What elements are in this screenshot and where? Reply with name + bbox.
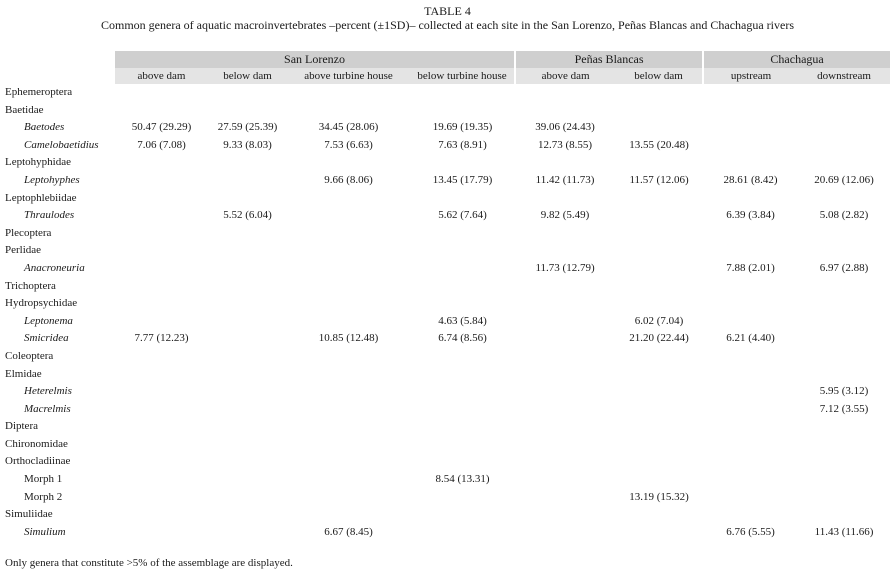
value-cell bbox=[410, 154, 515, 172]
value-cell bbox=[410, 366, 515, 384]
value-cell bbox=[615, 524, 703, 542]
value-cell: 6.76 (5.55) bbox=[726, 525, 775, 538]
column-header: above dam bbox=[515, 68, 615, 84]
table-row bbox=[5, 225, 890, 243]
table-caption: Common genera of aquatic macroinvertebrates –percent (±1SD)– collected at each site in the San Lorenzo, Peñas Blancas and Chachagua rivers bbox=[101, 18, 794, 32]
value-cell bbox=[287, 471, 410, 489]
value-cell bbox=[703, 383, 798, 401]
value-cell bbox=[615, 260, 703, 278]
value-cell bbox=[615, 207, 703, 225]
value-cell bbox=[615, 453, 703, 471]
row-label: Elmidae bbox=[5, 367, 42, 380]
value-cell bbox=[615, 366, 703, 384]
table-row bbox=[5, 489, 890, 507]
value-cell bbox=[115, 401, 208, 419]
table-row bbox=[5, 348, 890, 366]
table-row bbox=[5, 383, 890, 401]
value-cell bbox=[208, 102, 287, 120]
value-cell bbox=[287, 190, 410, 208]
value-cell bbox=[615, 348, 703, 366]
row-label: Baetidae bbox=[5, 103, 44, 116]
value-cell bbox=[798, 154, 890, 172]
value-cell bbox=[703, 453, 798, 471]
row-label: Leptohyphes bbox=[24, 173, 80, 186]
value-cell bbox=[208, 84, 287, 102]
table-row bbox=[5, 313, 890, 331]
value-cell bbox=[115, 524, 208, 542]
row-label: Thraulodes bbox=[24, 209, 75, 222]
value-cell bbox=[515, 524, 615, 542]
value-cell bbox=[703, 489, 798, 507]
value-cell bbox=[208, 330, 287, 348]
value-cell bbox=[703, 137, 798, 155]
value-cell bbox=[615, 436, 703, 454]
value-cell bbox=[515, 418, 615, 436]
row-label: Heterelmis bbox=[24, 385, 72, 398]
value-cell bbox=[287, 436, 410, 454]
value-cell bbox=[287, 489, 410, 507]
table-row bbox=[5, 260, 890, 278]
value-cell bbox=[208, 154, 287, 172]
value-cell bbox=[115, 453, 208, 471]
value-cell bbox=[798, 418, 890, 436]
value-cell bbox=[515, 154, 615, 172]
value-cell: 12.73 (8.55) bbox=[538, 138, 593, 151]
value-cell bbox=[615, 102, 703, 120]
value-cell bbox=[208, 453, 287, 471]
value-cell bbox=[515, 102, 615, 120]
value-cell bbox=[115, 172, 208, 190]
value-cell bbox=[703, 366, 798, 384]
value-cell bbox=[703, 119, 798, 137]
value-cell: 5.08 (2.82) bbox=[819, 209, 869, 222]
value-cell bbox=[115, 471, 208, 489]
row-label: Simuliidae bbox=[5, 508, 53, 521]
table-row bbox=[5, 453, 890, 471]
value-cell bbox=[115, 242, 208, 260]
value-cell bbox=[515, 242, 615, 260]
table-row bbox=[5, 84, 890, 102]
table-row bbox=[5, 278, 890, 296]
value-cell bbox=[410, 506, 515, 524]
value-cell bbox=[515, 366, 615, 384]
value-cell bbox=[115, 207, 208, 225]
value-cell bbox=[615, 401, 703, 419]
value-cell bbox=[798, 242, 890, 260]
empty-header-cell bbox=[5, 51, 115, 68]
value-cell bbox=[115, 102, 208, 120]
value-cell bbox=[703, 418, 798, 436]
value-cell bbox=[703, 242, 798, 260]
value-cell: 8.54 (13.31) bbox=[435, 473, 490, 486]
value-cell bbox=[515, 295, 615, 313]
value-cell bbox=[515, 471, 615, 489]
value-cell bbox=[287, 383, 410, 401]
value-cell bbox=[287, 418, 410, 436]
value-cell: 7.53 (6.63) bbox=[324, 138, 373, 151]
value-cell: 6.39 (3.84) bbox=[726, 209, 775, 222]
value-cell bbox=[287, 154, 410, 172]
value-cell bbox=[798, 436, 890, 454]
value-cell bbox=[287, 453, 410, 471]
value-cell: 11.42 (11.73) bbox=[535, 173, 595, 186]
value-cell: 5.95 (3.12) bbox=[819, 385, 869, 398]
value-cell bbox=[703, 313, 798, 331]
value-cell bbox=[515, 84, 615, 102]
row-label: Morph 1 bbox=[24, 473, 63, 486]
table-row bbox=[5, 102, 890, 120]
value-cell bbox=[208, 366, 287, 384]
value-cell: 21.20 (22.44) bbox=[629, 332, 689, 345]
value-cell bbox=[615, 506, 703, 524]
value-cell bbox=[615, 225, 703, 243]
group-chachagua: Chachagua bbox=[703, 51, 890, 68]
value-cell bbox=[615, 190, 703, 208]
column-header: below dam bbox=[615, 68, 703, 84]
value-cell bbox=[287, 260, 410, 278]
table-row bbox=[5, 436, 890, 454]
value-cell bbox=[515, 506, 615, 524]
value-cell bbox=[115, 506, 208, 524]
value-cell bbox=[615, 383, 703, 401]
value-cell bbox=[410, 418, 515, 436]
table-row bbox=[5, 524, 890, 542]
table-row bbox=[5, 295, 890, 313]
value-cell bbox=[115, 84, 208, 102]
value-cell bbox=[798, 84, 890, 102]
value-cell bbox=[208, 242, 287, 260]
value-cell bbox=[410, 524, 515, 542]
value-cell bbox=[208, 225, 287, 243]
value-cell bbox=[410, 260, 515, 278]
row-label: Ephemeroptera bbox=[5, 86, 73, 98]
value-cell bbox=[703, 190, 798, 208]
value-cell: 5.52 (6.04) bbox=[223, 209, 272, 222]
value-cell bbox=[703, 225, 798, 243]
value-cell bbox=[208, 260, 287, 278]
value-cell bbox=[287, 207, 410, 225]
value-cell bbox=[798, 330, 890, 348]
row-label: Leptophlebiidae bbox=[5, 191, 77, 204]
value-cell bbox=[208, 190, 287, 208]
table-row bbox=[5, 154, 890, 172]
value-cell bbox=[410, 348, 515, 366]
table-row bbox=[5, 207, 890, 225]
value-cell bbox=[287, 366, 410, 384]
table-row bbox=[5, 366, 890, 384]
table-title: TABLE 4 bbox=[424, 4, 471, 18]
value-cell: 34.45 (28.06) bbox=[318, 121, 379, 134]
value-cell: 9.33 (8.03) bbox=[223, 138, 272, 151]
value-cell bbox=[798, 453, 890, 471]
value-cell bbox=[208, 348, 287, 366]
value-cell: 9.82 (5.49) bbox=[540, 209, 590, 222]
value-cell bbox=[410, 383, 515, 401]
value-cell bbox=[410, 190, 515, 208]
value-cell: 13.45 (17.79) bbox=[432, 173, 493, 186]
value-cell bbox=[515, 313, 615, 331]
value-cell bbox=[115, 489, 208, 507]
value-cell bbox=[515, 190, 615, 208]
value-cell: 4.63 (5.84) bbox=[438, 314, 487, 327]
value-cell bbox=[703, 506, 798, 524]
value-cell bbox=[798, 102, 890, 120]
value-cell bbox=[410, 453, 515, 471]
value-cell: 9.66 (8.06) bbox=[324, 173, 373, 186]
row-label: Baetodes bbox=[24, 121, 65, 134]
value-cell: 7.63 (8.91) bbox=[438, 138, 487, 151]
value-cell bbox=[410, 489, 515, 507]
value-cell bbox=[115, 190, 208, 208]
value-cell bbox=[615, 471, 703, 489]
value-cell bbox=[115, 366, 208, 384]
value-cell bbox=[798, 506, 890, 524]
column-header-row bbox=[5, 68, 890, 84]
value-cell: 50.47 (29.29) bbox=[131, 121, 192, 134]
value-cell: 20.69 (12.06) bbox=[814, 173, 874, 186]
value-cell: 7.12 (3.55) bbox=[819, 402, 869, 415]
value-cell bbox=[410, 242, 515, 260]
value-cell bbox=[208, 436, 287, 454]
value-cell bbox=[208, 295, 287, 313]
value-cell bbox=[208, 278, 287, 296]
table-row bbox=[5, 330, 890, 348]
value-cell bbox=[703, 278, 798, 296]
empty-header-cell bbox=[5, 68, 115, 84]
value-cell bbox=[515, 383, 615, 401]
value-cell bbox=[798, 190, 890, 208]
value-cell bbox=[115, 225, 208, 243]
value-cell: 11.43 (11.66) bbox=[814, 525, 874, 538]
value-cell: 5.62 (7.64) bbox=[438, 209, 487, 222]
value-cell bbox=[208, 471, 287, 489]
column-header: downstream bbox=[798, 68, 890, 84]
row-label: Perlidae bbox=[5, 244, 42, 257]
group-penas-blancas: Peñas Blancas bbox=[515, 51, 703, 68]
macroinvertebrate-table bbox=[5, 51, 890, 541]
value-cell bbox=[208, 172, 287, 190]
value-cell bbox=[515, 489, 615, 507]
value-cell bbox=[287, 84, 410, 102]
column-header: above turbine house bbox=[287, 68, 410, 84]
value-cell: 13.55 (20.48) bbox=[629, 138, 689, 151]
row-label: Plecoptera bbox=[5, 226, 52, 239]
value-cell: 7.77 (12.23) bbox=[134, 332, 189, 345]
column-header: below dam bbox=[208, 68, 287, 84]
value-cell bbox=[798, 348, 890, 366]
value-cell bbox=[410, 84, 515, 102]
value-cell: 6.21 (4.40) bbox=[726, 332, 775, 345]
value-cell bbox=[410, 225, 515, 243]
row-label: Trichoptera bbox=[5, 279, 56, 292]
value-cell: 39.06 (24.43) bbox=[535, 121, 595, 134]
value-cell: 7.88 (2.01) bbox=[726, 261, 775, 274]
value-cell bbox=[287, 225, 410, 243]
value-cell bbox=[703, 295, 798, 313]
value-cell bbox=[703, 154, 798, 172]
table-row bbox=[5, 172, 890, 190]
value-cell bbox=[615, 84, 703, 102]
row-label: Macrelmis bbox=[24, 402, 71, 415]
value-cell bbox=[287, 102, 410, 120]
value-cell bbox=[798, 489, 890, 507]
value-cell bbox=[410, 295, 515, 313]
table-heading bbox=[0, 4, 895, 32]
table-row bbox=[5, 190, 890, 208]
row-label: Orthocladiinae bbox=[5, 455, 71, 468]
value-cell bbox=[515, 401, 615, 419]
value-cell bbox=[798, 119, 890, 137]
table-row bbox=[5, 119, 890, 137]
value-cell bbox=[115, 154, 208, 172]
group-header-row bbox=[5, 51, 890, 68]
value-cell bbox=[798, 471, 890, 489]
value-cell bbox=[515, 436, 615, 454]
value-cell bbox=[208, 313, 287, 331]
value-cell bbox=[410, 401, 515, 419]
value-cell: 11.57 (12.06) bbox=[629, 173, 689, 186]
table-row bbox=[5, 401, 890, 419]
value-cell bbox=[703, 102, 798, 120]
value-cell bbox=[798, 225, 890, 243]
row-label: Chironomidae bbox=[5, 437, 68, 450]
value-cell: 6.67 (8.45) bbox=[324, 525, 373, 538]
group-san-lorenzo: San Lorenzo bbox=[115, 51, 515, 68]
value-cell: 6.97 (2.88) bbox=[819, 261, 869, 274]
table-row bbox=[5, 418, 890, 436]
column-header: upstream bbox=[703, 68, 798, 84]
row-label: Hydropsychidae bbox=[5, 297, 78, 310]
row-label: Leptohyphidae bbox=[5, 156, 71, 169]
table-body bbox=[5, 84, 890, 541]
value-cell bbox=[798, 137, 890, 155]
table-footnote: Only genera that constitute >5% of the assemblage are displayed. bbox=[5, 557, 293, 569]
row-label: Diptera bbox=[5, 420, 38, 433]
value-cell bbox=[515, 348, 615, 366]
value-cell: 10.85 (12.48) bbox=[318, 332, 379, 345]
value-cell bbox=[115, 436, 208, 454]
value-cell bbox=[287, 313, 410, 331]
value-cell bbox=[703, 436, 798, 454]
value-cell bbox=[615, 119, 703, 137]
value-cell bbox=[115, 295, 208, 313]
value-cell bbox=[287, 506, 410, 524]
value-cell bbox=[515, 278, 615, 296]
value-cell bbox=[208, 401, 287, 419]
value-cell bbox=[615, 295, 703, 313]
value-cell bbox=[115, 313, 208, 331]
value-cell bbox=[287, 242, 410, 260]
value-cell bbox=[287, 348, 410, 366]
table-row bbox=[5, 242, 890, 260]
value-cell bbox=[515, 225, 615, 243]
value-cell bbox=[615, 278, 703, 296]
row-label: Camelobaetidius bbox=[24, 138, 99, 151]
value-cell: 6.02 (7.04) bbox=[634, 314, 684, 327]
row-label: Morph 2 bbox=[24, 490, 63, 503]
value-cell: 19.69 (19.35) bbox=[432, 121, 493, 134]
value-cell: 6.74 (8.56) bbox=[438, 332, 487, 345]
value-cell bbox=[208, 383, 287, 401]
table-row bbox=[5, 471, 890, 489]
value-cell bbox=[115, 278, 208, 296]
column-header: below turbine house bbox=[410, 68, 515, 84]
value-cell bbox=[703, 401, 798, 419]
value-cell bbox=[615, 418, 703, 436]
value-cell bbox=[115, 383, 208, 401]
value-cell bbox=[287, 401, 410, 419]
value-cell bbox=[208, 524, 287, 542]
value-cell bbox=[287, 278, 410, 296]
value-cell bbox=[798, 313, 890, 331]
row-label: Anacroneuria bbox=[24, 261, 85, 274]
value-cell bbox=[703, 348, 798, 366]
row-label: Simulium bbox=[24, 525, 66, 538]
value-cell bbox=[115, 348, 208, 366]
value-cell bbox=[115, 418, 208, 436]
value-cell: 28.61 (8.42) bbox=[723, 173, 778, 186]
value-cell bbox=[798, 295, 890, 313]
value-cell bbox=[703, 84, 798, 102]
column-header: above dam bbox=[115, 68, 208, 84]
value-cell bbox=[798, 278, 890, 296]
row-label: Leptonema bbox=[24, 314, 73, 327]
table-row bbox=[5, 506, 890, 524]
value-cell: 27.59 (25.39) bbox=[217, 121, 278, 134]
value-cell bbox=[287, 295, 410, 313]
value-cell bbox=[703, 471, 798, 489]
value-cell bbox=[615, 242, 703, 260]
value-cell bbox=[798, 366, 890, 384]
value-cell bbox=[515, 453, 615, 471]
value-cell: 7.06 (7.08) bbox=[137, 138, 186, 151]
row-label: Coleoptera bbox=[5, 349, 54, 362]
value-cell bbox=[208, 489, 287, 507]
table-row bbox=[5, 137, 890, 155]
value-cell: 13.19 (15.32) bbox=[629, 490, 689, 503]
value-cell bbox=[115, 260, 208, 278]
value-cell bbox=[410, 102, 515, 120]
value-cell bbox=[515, 330, 615, 348]
row-label: Smicridea bbox=[24, 332, 69, 345]
value-cell bbox=[208, 418, 287, 436]
value-cell bbox=[615, 154, 703, 172]
value-cell bbox=[410, 278, 515, 296]
value-cell bbox=[410, 436, 515, 454]
value-cell bbox=[208, 506, 287, 524]
value-cell: 11.73 (12.79) bbox=[535, 261, 595, 274]
